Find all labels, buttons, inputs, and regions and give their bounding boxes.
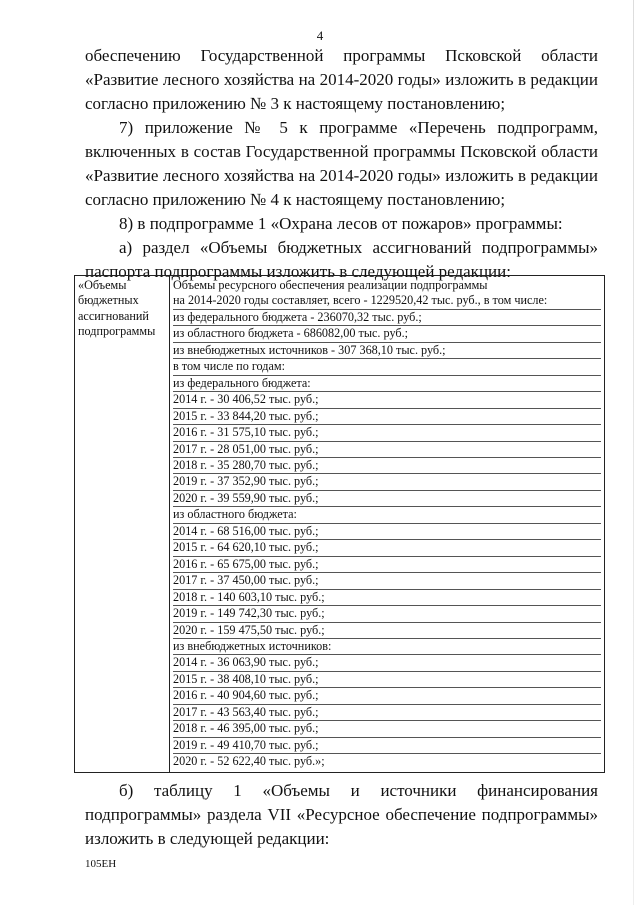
table-line: 2019 г. - 49 410,70 тыс. руб.; [173, 737, 601, 753]
table-line: на 2014-2020 годы составляет, всего - 1229520,42 тыс. руб., в том числе: [173, 293, 548, 308]
paragraph-item-7: 7) приложение № 5 к программе «Перечень подпрограмм, включенных в состав Государственной программы Псковской области «Развитие лесного хозяйства на 2014-2020 годы» изложить в редакции согласно приложению № 4 к настоящему постановлению; [85, 118, 598, 209]
document-body-continued [85, 779, 598, 851]
table-line: 2020 г. - 39 559,90 тыс. руб.; [173, 490, 601, 506]
table-line: из внебюджетных источников - 307 368,10 тыс. руб.; [173, 342, 601, 358]
table-line: Объемы ресурсного обеспечения реализации подпрограммы [173, 278, 488, 292]
table-line: 2015 г. - 64 620,10 тыс. руб.; [173, 539, 601, 555]
table-line: 2020 г. - 159 475,50 тыс. руб.; [173, 622, 601, 638]
table-line: 2014 г. - 36 063,90 тыс. руб.; [173, 654, 601, 670]
paragraph-item-8b: б) таблицу 1 «Объемы и источники финансирования подпрограммы» раздела VII «Ресурсное обеспечение подпрограммы» изложить в следующей редакции: [85, 781, 598, 848]
page-number: 4 [316, 28, 324, 43]
table-line: 2017 г. - 37 450,00 тыс. руб.; [173, 572, 601, 588]
table-line: 2016 г. - 40 904,60 тыс. руб.; [173, 687, 601, 703]
table-line: 2020 г. - 52 622,40 тыс. руб.»; [173, 753, 601, 769]
table-lines [173, 278, 601, 770]
table-line: из федерального бюджета: [173, 375, 601, 391]
table-label-cell: «Объемы бюджетных ассигнований подпрограммы [75, 276, 170, 773]
table-line: в том числе по годам: [173, 358, 601, 374]
table-line: 2014 г. - 68 516,00 тыс. руб.; [173, 523, 601, 539]
paragraph-continuation: обеспечению Государственной программы Псковской области «Развитие лесного хозяйства на 2014-2020 годы» изложить в редакции согласно приложению № 3 к настоящему постановлению; [85, 46, 598, 113]
table-line: из федерального бюджета - 236070,32 тыс. руб.; [173, 309, 601, 325]
table-line: 2017 г. - 43 563,40 тыс. руб.; [173, 704, 601, 720]
table-line: 2018 г. - 46 395,00 тыс. руб.; [173, 720, 601, 736]
table-line: из областного бюджета: [173, 506, 601, 522]
paragraph-item-8a: а) раздел «Объемы бюджетных ассигнований подпрограммы» паспорта подпрограммы изложить в следующей редакции: [85, 238, 598, 281]
table-content-cell [170, 276, 605, 773]
subprogram-passport-table [74, 275, 605, 773]
table-line: из областного бюджета - 686082,00 тыс. руб.; [173, 325, 601, 341]
table-line: 2015 г. - 33 844,20 тыс. руб.; [173, 408, 601, 424]
table-row [75, 276, 605, 773]
paragraph-item-8: 8) в подпрограмме 1 «Охрана лесов от пожаров» программы: [119, 214, 563, 233]
table-line: 2019 г. - 37 352,90 тыс. руб.; [173, 473, 601, 489]
table-line: из внебюджетных источников: [173, 638, 601, 654]
footer-code: 105ЕН [85, 858, 117, 870]
table-line: 2018 г. - 140 603,10 тыс. руб.; [173, 589, 601, 605]
table-line: 2016 г. - 31 575,10 тыс. руб.; [173, 424, 601, 440]
document-body [85, 44, 598, 284]
table-line: 2018 г. - 35 280,70 тыс. руб.; [173, 457, 601, 473]
table-line: 2015 г. - 38 408,10 тыс. руб.; [173, 671, 601, 687]
table-line: 2014 г. - 30 406,52 тыс. руб.; [173, 391, 601, 407]
scan-edge [633, 0, 634, 905]
table-line: 2019 г. - 149 742,30 тыс. руб.; [173, 605, 601, 621]
table-line: 2017 г. - 28 051,00 тыс. руб.; [173, 441, 601, 457]
table-line: 2016 г. - 65 675,00 тыс. руб.; [173, 556, 601, 572]
